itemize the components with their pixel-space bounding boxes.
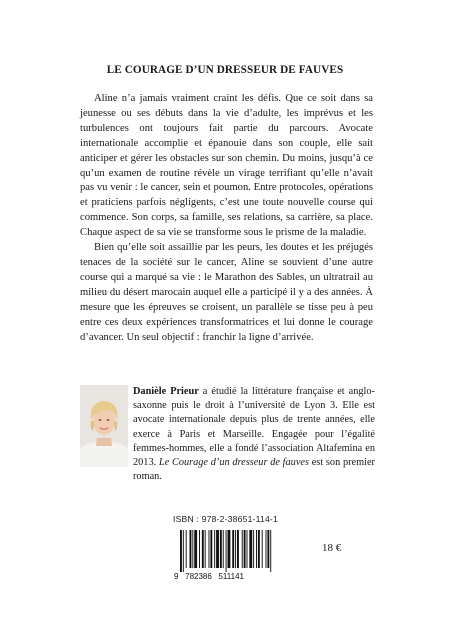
author-photo: [80, 385, 128, 467]
price: 18 €: [322, 542, 342, 554]
barcode-bar: [267, 530, 269, 568]
barcode-bar: [199, 530, 200, 568]
barcode-bar: [258, 530, 260, 568]
blurb: [80, 92, 373, 345]
barcode-bar: [244, 530, 246, 568]
barcode-bar: [205, 530, 206, 568]
barcode-bar: [249, 530, 252, 568]
barcode-bar: [235, 530, 236, 568]
barcode-bar: [183, 530, 184, 572]
barcode-bar: [266, 530, 267, 568]
barcode-bar: [253, 530, 254, 568]
barcode-bar: [214, 530, 215, 568]
barcode-bar: [180, 530, 182, 572]
barcode-bar: [210, 530, 212, 568]
barcode-bar: [194, 530, 197, 568]
author-bio-text: a étudié la littérature française et anglo-saxonne puis le droit à l’université de Lyon 3. Elle est avocate internationale depuis plus de trente années, elle exerce à Paris et Marseille. Engagée pour l’égalité femmes-hommes, elle a fondé l’association Altafemina en 2013.: [133, 386, 375, 469]
barcode: [172, 527, 288, 581]
author-bio-ending: est son premier roman.: [133, 457, 375, 483]
barcode-bar: [186, 530, 187, 568]
barcode-bar: [232, 530, 234, 568]
barcode-bar: [247, 530, 248, 568]
isbn: ISBN : 978-2-38651-114-1: [173, 514, 278, 524]
blurb-paragraph-2: Bien qu’elle soit assaillie par les peurs, les doutes et les préjugés tenaces de la société sur le cancer, Aline se souvient d’une autre course qui a marqué sa vie : le Marathon des Sables, un ultratrail au milieu du désert marocain auquel elle a participé il y a des années. À mesure que les épreuves se croisent, un parallèle se tisse peu à peu entre ces deux expériences transformatrices et lui donne le courage d’avancer. Un seul objectif : franchir la ligne d’arrivée.: [80, 242, 373, 343]
author-name: Danièle Prieur: [133, 386, 199, 397]
barcode-bar: [237, 530, 239, 568]
barcode-bar: [242, 530, 243, 568]
barcode-bar: [192, 530, 193, 568]
barcode-bar: [270, 530, 271, 572]
barcode-bar: [256, 530, 257, 568]
blurb-paragraph-1: Aline n’a jamais vraiment craint les défis. Que ce soit dans sa jeunesse ou ses débuts dans la vie d’adulte, les imprévus et les turbulences ont toujours fait partie du parcours. Avocate internationale accomplie et épanouie dans son couple, elle sait anticiper et gérer les obstacles sur son chemin. Du moins, jusqu’à ce qu’un examen de routine révèle un virage terrifiant qu’elle n’avait pas vu venir : le cancer, sein et poumon. Entre protocoles, opérations et praticiens parfois négligents, c’est une toute nouvelle course qui commence. Son corps, sa famille, ses relations, sa carrière, sa place. Chaque aspect de sa vie se transforme sous le prisme de la maladie.: [80, 93, 373, 239]
book-title: LE COURAGE D’UN DRESSEUR DE FAUVES: [106, 64, 344, 76]
barcode-bar: [223, 530, 224, 568]
author-section: [80, 385, 375, 483]
barcode-bar: [220, 530, 222, 568]
barcode-bar: [216, 530, 219, 568]
barcode-digits: 9 782386 511141: [174, 572, 244, 581]
barcode-bar: [226, 530, 227, 572]
barcode-bar: [202, 530, 204, 568]
book-title-reference: Le Courage d’un dresseur de fauves: [158, 457, 309, 469]
barcode-bar: [209, 530, 210, 568]
barcode-bar: [228, 530, 231, 568]
barcode-bar: [190, 530, 192, 568]
barcode-bar: [262, 530, 263, 568]
author-bio: [133, 385, 375, 484]
